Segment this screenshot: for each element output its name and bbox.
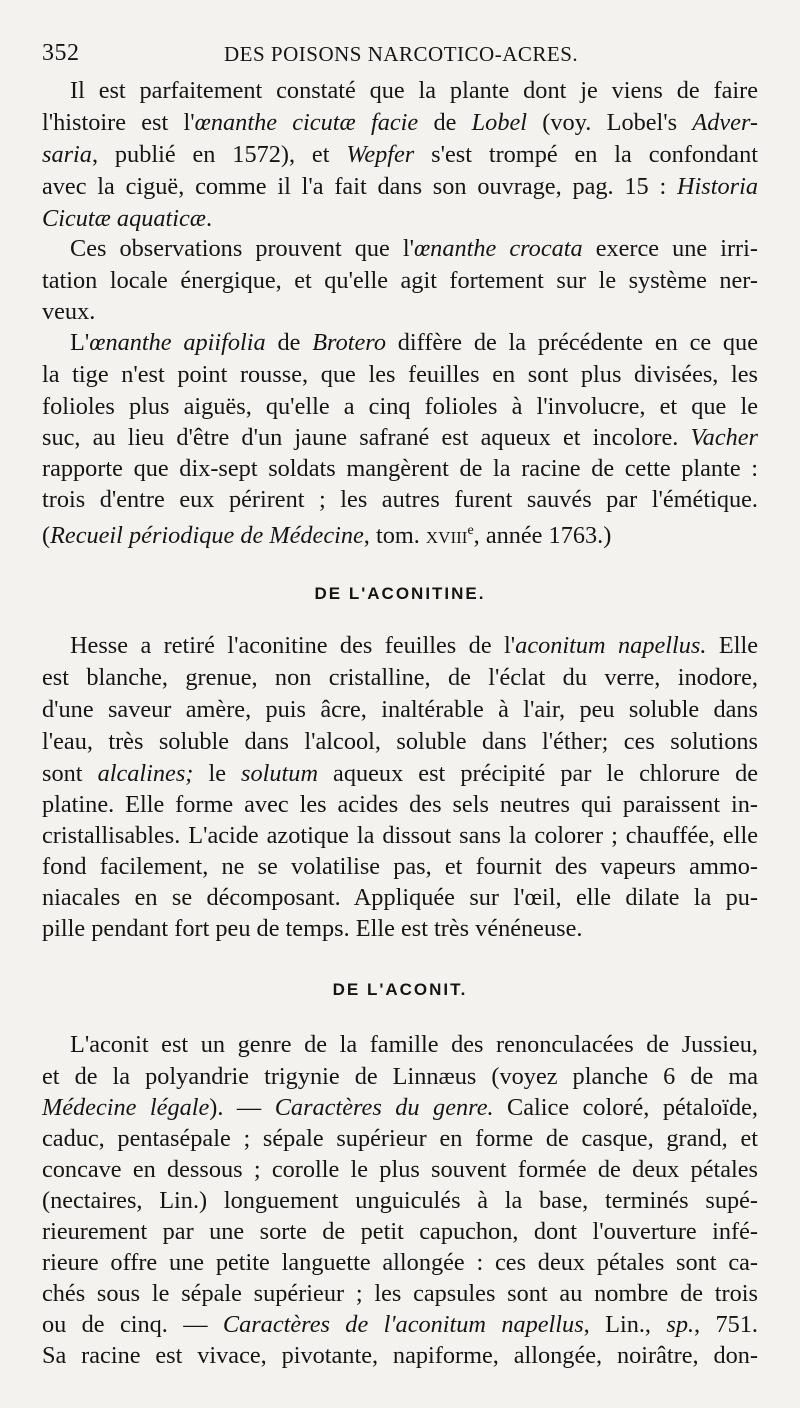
text-line: Médecine légale). — Caractères du genre. Calice coloré, pétaloïde,: [42, 1094, 758, 1121]
text-line: trois d'entre eux périrent ; les autres furent sauvés par l'émétique.: [42, 486, 758, 513]
text-line: sont alcalines; le solutum aqueux est précipité par le chlorure de: [42, 760, 759, 787]
page-number: 352: [42, 40, 80, 66]
text-line: (nectaires, Lin.) longuement unguiculés à la base, terminés supé-: [42, 1187, 758, 1214]
text-line: rieure offre une petite languette allongée : ces deux pétales sont ca-: [42, 1249, 758, 1276]
text-line: (Recueil périodique de Médecine, tom. xviii$^e$, année 1763.): [42, 522, 612, 550]
text-line: saria, publié en 1572), et Wepfer s'est trompé en la confondant: [42, 141, 758, 168]
text-line: Sa racine est vivace, pivotante, napiforme, allongée, noirâtre, don-: [42, 1342, 758, 1369]
text-line: la tige n'est point rousse, que les feuilles en sont plus divisées, les: [42, 361, 758, 388]
text-line: caduc, pentasépale ; sépale supérieur en forme de casque, grand, et: [42, 1125, 758, 1152]
text-line: suc, au lieu d'être d'un jaune safrané est aqueux et incolore. Vacher: [42, 424, 758, 451]
text-line: et de la polyandrie trigynie de Linnæus (voyez planche 6 de ma: [42, 1063, 758, 1090]
text-line: Il est parfaitement constaté que la plante dont je viens de faire: [70, 77, 758, 104]
text-line: cristallisables. L'acide azotique la dissout sans la colorer ; chauffée, elle: [42, 822, 758, 849]
page-header: [42, 40, 758, 72]
section-heading: DE L'ACONITINE.: [314, 584, 486, 603]
running-title: DES POISONS NARCOTICO-ACRES.: [224, 42, 579, 66]
text-line: niacales en se décomposant. Appliquée sur l'œil, elle dilate la pu-: [42, 884, 758, 911]
text-line: veux.: [42, 298, 96, 325]
text-line: d'une saveur amère, puis âcre, inaltérable à l'air, peu soluble dans: [42, 696, 758, 723]
text-line: rieurement par une sorte de petit capuchon, dont l'ouverture infé-: [42, 1218, 758, 1245]
text-line: l'eau, très soluble dans l'alcool, soluble dans l'éther; ces solutions: [42, 728, 758, 755]
text-line: fond facilement, ne se volatilise pas, et fournit des vapeurs ammo-: [42, 853, 758, 880]
text-line: ou de cinq. — Caractères de l'aconitum napellus, Lin., sp., 751.: [42, 1311, 758, 1338]
text-line: est blanche, grenue, non cristalline, de l'éclat du verre, inodore,: [42, 664, 758, 691]
text-line: platine. Elle forme avec les acides des sels neutres qui paraissent in-: [42, 791, 758, 818]
text-line: tation locale énergique, et qu'elle agit fortement sur le système ner-: [42, 267, 758, 294]
text-line: L'œnanthe apiifolia de Brotero diffère de la précédente en ce que: [70, 329, 758, 356]
text-line: Hesse a retiré l'aconitine des feuilles de l'aconitum napellus. Elle: [70, 632, 758, 659]
text-line: pille pendant fort peu de temps. Elle est très vénéneuse.: [42, 915, 583, 942]
text-line: avec la ciguë, comme il l'a fait dans son ouvrage, pag. 15 : Historia: [42, 173, 758, 200]
text-line: rapporte que dix-sept soldats mangèrent de la racine de cette plante :: [42, 455, 758, 482]
text-line: L'aconit est un genre de la famille des renonculacées de Jussieu,: [70, 1031, 758, 1058]
text-line: Ces observations prouvent que l'œnanthe crocata exerce une irri-: [70, 235, 758, 262]
text-line: folioles plus aiguës, qu'elle a cinq folioles à l'involucre, et que le: [42, 393, 758, 420]
text-line: Cicutæ aquaticæ.: [42, 205, 213, 232]
section-heading: DE L'ACONIT.: [332, 980, 468, 999]
text-line: chés sous le sépale supérieur ; les capsules sont au nombre de trois: [42, 1280, 758, 1307]
text-line: concave en dessous ; corolle le plus souvent formée de deux pétales: [42, 1156, 758, 1183]
text-line: l'histoire est l'œnanthe cicutæ facie de Lobel (voy. Lobel's Adver-: [42, 109, 759, 136]
